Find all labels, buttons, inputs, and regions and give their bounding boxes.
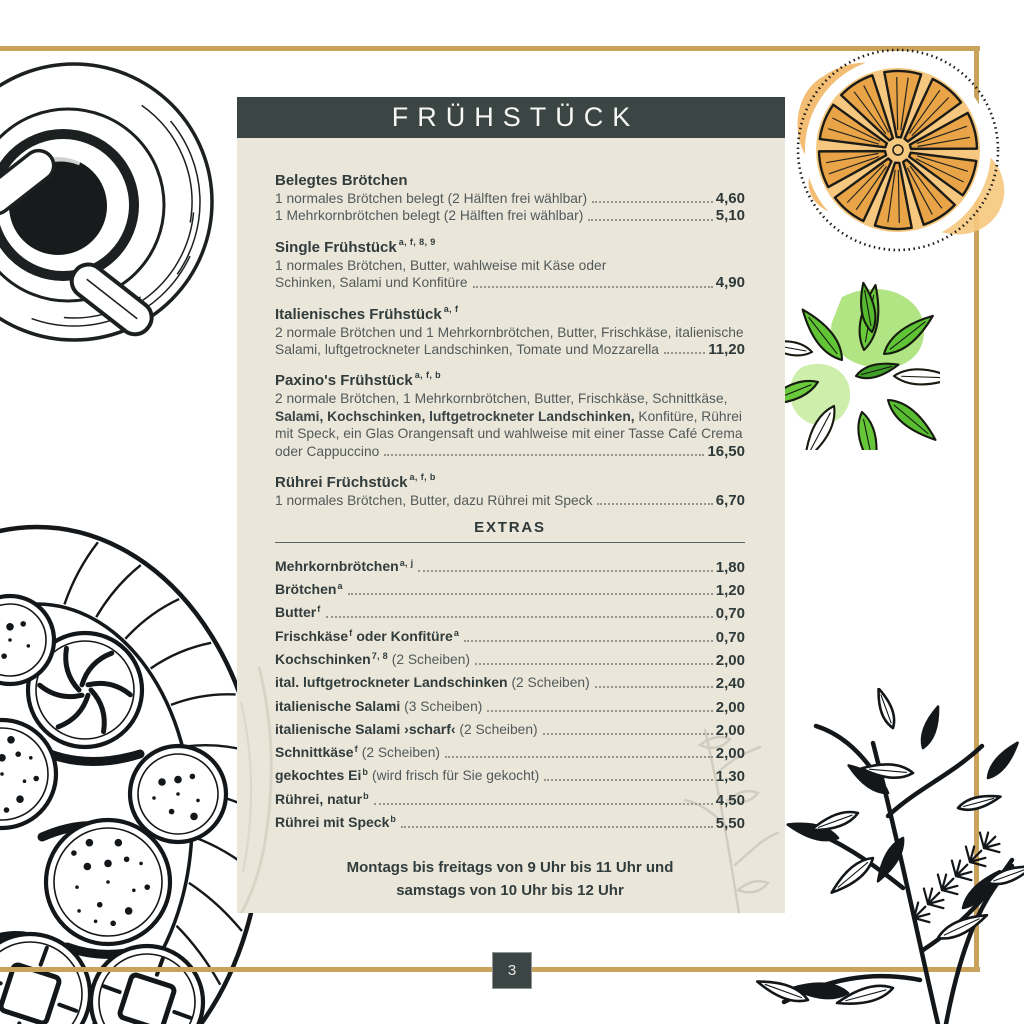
dotted-leader — [544, 779, 713, 781]
menu-panel — [237, 97, 785, 913]
extras-row: Frischkäse$^f$ oder Konfitüre$^a$ 0,70 — [275, 627, 745, 646]
menu-item-title: Italienisches Frühstück $^{a, f}$ — [275, 303, 459, 323]
extras-row: italienische Salami ›scharf‹ (2 Scheiben) 2,00 — [275, 720, 745, 739]
menu-item-line: 1 Mehrkornbrötchen belegt (2 Hälften frei wählbar) 5,10 — [275, 207, 745, 225]
menu-item-line: 1 normales Brötchen, Butter, dazu Rührei mit Speck 6,70 — [275, 492, 745, 510]
price: 2,40 — [715, 675, 745, 693]
extras-row: Brötchen$^a$ 1,20 — [275, 581, 745, 600]
price: 5,10 — [715, 207, 745, 225]
mint-leaves-illustration — [772, 272, 940, 450]
menu-item-line: mit Speck, ein Glas Orangensaft und wahlweise mit einer Tasse Café Crema — [275, 426, 743, 442]
menu-item-title: Rührei Früchstück $^{a, f, b}$ — [275, 472, 436, 492]
dotted-leader — [487, 710, 712, 712]
dotted-leader — [592, 201, 713, 203]
menu-item — [275, 301, 745, 359]
menu-item-line: Salami, luftgetrockneter Landschinken, Tomate und Mozzarella 11,20 — [275, 341, 745, 359]
price: 4,50 — [715, 791, 745, 809]
dotted-leader — [475, 663, 713, 665]
dotted-leader — [664, 352, 705, 354]
menu-item-title: Belegtes Brötchen — [275, 172, 408, 189]
dotted-leader — [384, 454, 704, 456]
menu-item-line: Schinken, Salami und Konfitüre 4,90 — [275, 274, 745, 292]
extras-row: gekochtes Ei$^b$ (wird frisch für Sie gekocht) 1,30 — [275, 767, 745, 786]
dotted-leader — [595, 686, 713, 688]
dotted-leader — [597, 503, 712, 505]
extras-row: Mehrkornbrötchen$^{a, j}$ 1,80 — [275, 557, 745, 576]
serving-hours-line1: Montags bis freitags von 9 Uhr bis 11 Uhr und — [346, 859, 674, 877]
dotted-leader — [473, 286, 713, 288]
menu-header — [237, 97, 785, 138]
price: 0,70 — [715, 628, 745, 646]
page-title: FRÜHSTÜCK — [391, 102, 640, 132]
extras-row: italienische Salami (3 Scheiben) 2,00 — [275, 697, 745, 716]
serving-hours-note — [275, 856, 745, 902]
price: 4,90 — [715, 274, 745, 292]
extras-row: Schnittkäse$^f$ (2 Scheiben) 2,00 — [275, 744, 745, 763]
price: 1,30 — [715, 768, 745, 786]
price: 1,20 — [715, 582, 745, 600]
menu-item-title: Paxino's Frühstück $^{a, f, b}$ — [275, 370, 442, 390]
serving-hours-line2: samstags von 10 Uhr bis 12 Uhr — [396, 882, 624, 900]
menu-item — [275, 234, 745, 292]
extras-items — [275, 552, 745, 832]
extras-divider — [275, 542, 745, 543]
dotted-leader — [374, 803, 713, 805]
menu-item-title: Single Frühstück $^{a, f, 8, 9}$ — [275, 236, 436, 256]
menu-item — [275, 469, 745, 509]
menu-item — [275, 171, 745, 225]
menu-item-line: 1 normales Brötchen, Butter, wahlweise mit Käse oder — [275, 257, 607, 273]
dotted-leader — [326, 616, 713, 618]
menu-item — [275, 367, 745, 460]
dotted-leader — [401, 826, 713, 828]
dotted-leader — [445, 756, 713, 758]
price: 6,70 — [715, 492, 745, 510]
page-number-badge — [492, 952, 532, 989]
extras-heading: EXTRAS — [474, 519, 546, 537]
menu-item-line: Salami, Kochschinken, luftgetrockneter Landschinken, Konfitüre, Rührei — [275, 408, 742, 424]
menu-item-line: oder Cappuccino 16,50 — [275, 442, 745, 460]
extras-row: Rührei mit Speck$^b$ 5,50 — [275, 814, 745, 833]
orange-slice-illustration — [786, 46, 1014, 264]
page-number: 3 — [507, 962, 517, 979]
price: 2,00 — [715, 721, 745, 739]
dotted-leader — [348, 593, 713, 595]
dotted-leader — [464, 640, 713, 642]
dotted-leader — [418, 570, 712, 572]
price: 16,50 — [707, 442, 745, 460]
dotted-leader — [543, 733, 713, 735]
bread-basket-illustration — [0, 522, 274, 1024]
price: 4,60 — [715, 190, 745, 207]
price: 0,70 — [715, 605, 745, 623]
menu-item-line: 2 normale Brötchen, 1 Mehrkornbrötchen, Butter, Frischkäse, Schnittkäse, — [275, 391, 728, 407]
menu-items — [275, 171, 745, 509]
extras-row: ital. luftgetrockneter Landschinken (2 Scheiben) 2,40 — [275, 674, 745, 693]
dotted-leader — [588, 219, 713, 221]
menu-item-line: 1 normales Brötchen belegt (2 Hälften frei wählbar) 4,60 — [275, 190, 745, 207]
price: 2,00 — [715, 651, 745, 669]
extras-row: Rührei, natur$^b$ 4,50 — [275, 790, 745, 809]
extras-row: Butter$^f$ 0,70 — [275, 604, 745, 623]
price: 5,50 — [715, 815, 745, 833]
extras-row: Kochschinken$^{7, 8}$ (2 Scheiben) 2,00 — [275, 650, 745, 669]
menu-content — [237, 138, 785, 902]
price: 1,80 — [715, 558, 745, 576]
price: 11,20 — [708, 341, 745, 359]
menu-item-line: 2 normale Brötchen und 1 Mehrkornbrötchen, Butter, Frischkäse, italienische — [275, 324, 744, 340]
price: 2,00 — [715, 745, 745, 763]
price: 2,00 — [715, 698, 745, 716]
